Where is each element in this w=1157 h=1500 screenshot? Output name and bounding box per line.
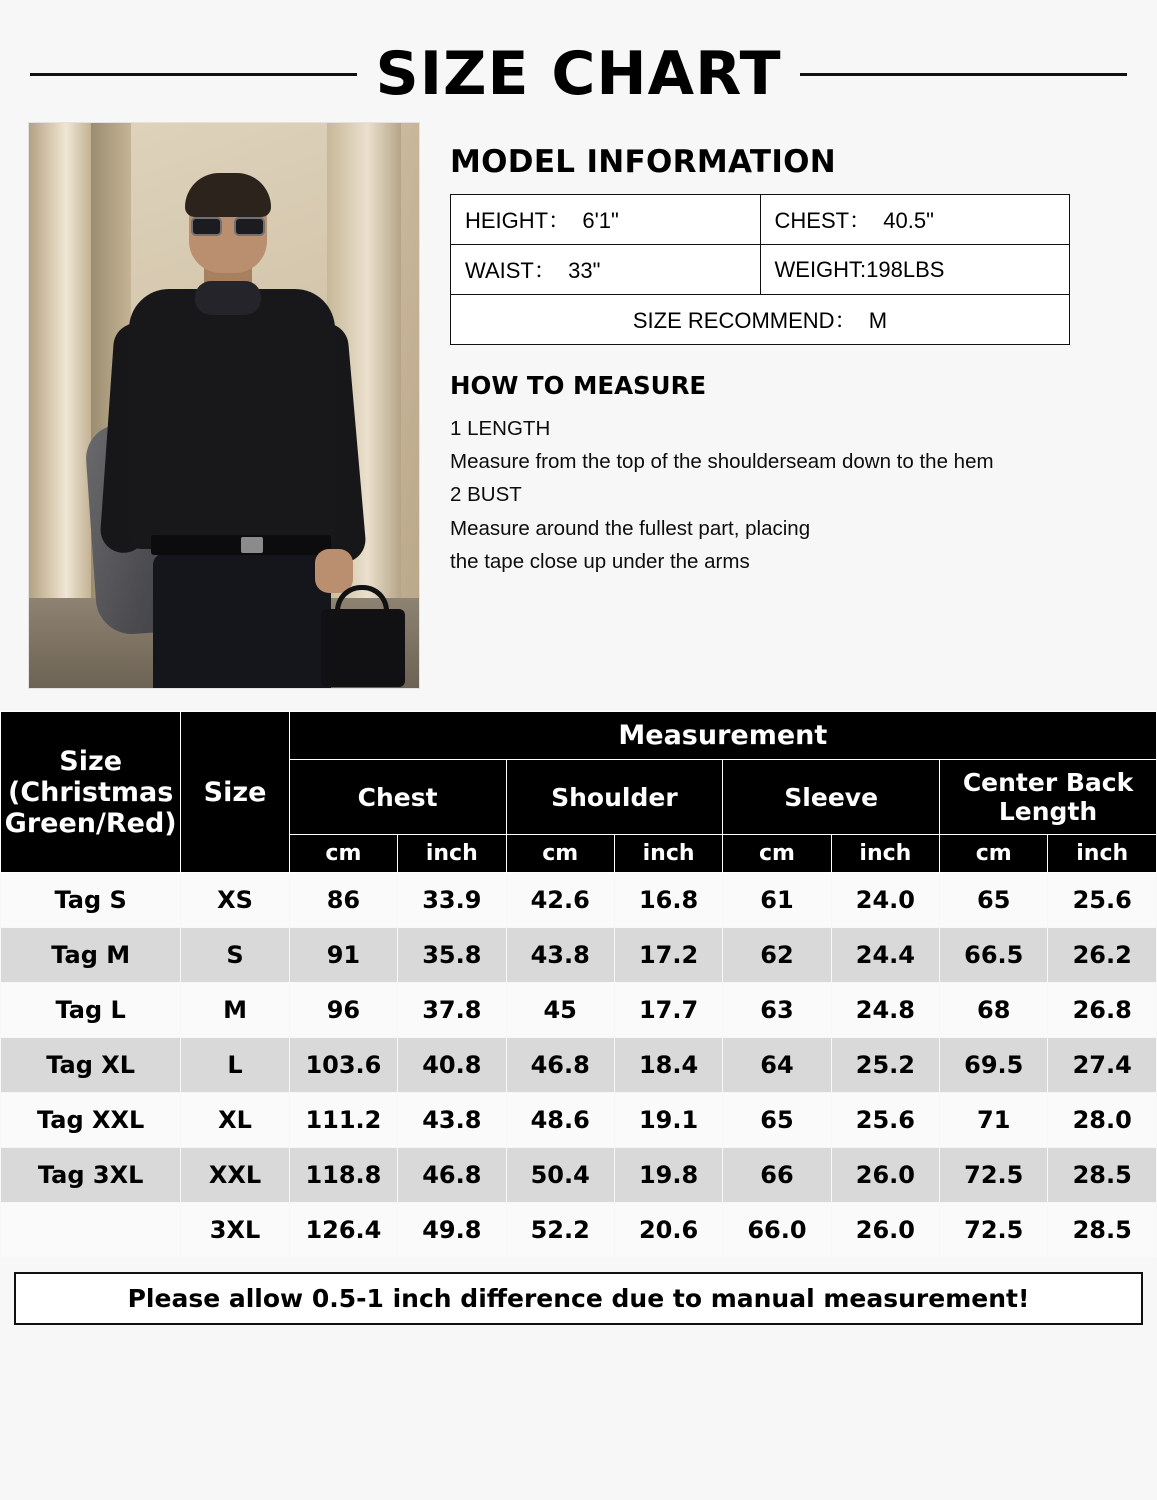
model-waist-label: WAIST： [465,258,556,283]
size-table-wrap [0,689,1157,1325]
model-height-value: 6'1" [582,208,619,233]
measure-step-2-title: 2 BUST [450,483,522,507]
size-recommend-label: SIZE RECOMMEND： [632,308,857,333]
row-5-tag: Tag 3XL [1,1148,181,1203]
header-group-center-back-length: Center Back Length [940,760,1157,835]
model-information-table [450,194,1070,345]
row-0-shoulder-cm: 42.6 [506,873,614,928]
row-6-shoulder-inch: 20.6 [614,1203,722,1258]
header-unit-chest-cm: cm [289,835,397,873]
row-4-shoulder-cm: 48.6 [506,1093,614,1148]
model-photo [28,122,420,689]
row-4-chest-cm: 111.2 [289,1093,397,1148]
table-row [1,1093,1157,1148]
row-3-sleeve-cm: 64 [723,1038,831,1093]
model-waist-value: 33" [568,258,601,283]
row-3-shoulder-cm: 46.8 [506,1038,614,1093]
row-1-cbl-inch: 26.2 [1048,928,1157,983]
header-unit-sleeve-inch: inch [831,835,939,873]
table-row [1,1148,1157,1203]
size-recommend-cell [451,295,1070,345]
row-5-sleeve-inch: 26.0 [831,1148,939,1203]
table-row [1,1203,1157,1258]
row-2-chest-cm: 96 [289,983,397,1038]
row-6-chest-cm: 126.4 [289,1203,397,1258]
row-5-sleeve-cm: 66 [723,1148,831,1203]
model-weight-cell [760,245,1070,295]
turtleneck-collar [195,281,261,315]
row-0-size: XS [181,873,289,928]
row-6-chest-inch: 49.8 [398,1203,506,1258]
row-2-sleeve-cm: 63 [723,983,831,1038]
measure-step-1-text: Measure from the top of the shoulderseam down to the hem [450,450,994,474]
size-recommend-value: M [868,308,888,333]
row-3-sleeve-inch: 25.2 [831,1038,939,1093]
row-4-shoulder-inch: 19.1 [614,1093,722,1148]
row-6-tag [1,1203,181,1258]
row-6-cbl-inch: 28.5 [1048,1203,1157,1258]
row-5-chest-cm: 118.8 [289,1148,397,1203]
header-unit-cbl-inch: inch [1048,835,1157,873]
model-information-heading: MODEL INFORMATION [450,144,837,180]
header-unit-sleeve-cm: cm [723,835,831,873]
header-unit-chest-inch: inch [398,835,506,873]
row-5-cbl-cm: 72.5 [940,1148,1048,1203]
header-measurement-group: Measurement [289,712,1156,760]
row-0-sleeve-cm: 61 [723,873,831,928]
row-2-shoulder-cm: 45 [506,983,614,1038]
row-6-sleeve-inch: 26.0 [831,1203,939,1258]
model-hair [185,173,271,217]
table-row [1,1038,1157,1093]
row-6-size: 3XL [181,1203,289,1258]
model-chest-label: CHEST： [774,208,872,233]
row-6-sleeve-cm: 66.0 [723,1203,831,1258]
row-4-cbl-cm: 71 [940,1093,1048,1148]
upper-section [0,114,1157,689]
row-3-cbl-inch: 27.4 [1048,1038,1157,1093]
row-5-chest-inch: 46.8 [398,1148,506,1203]
title-rule-left [30,73,357,76]
row-1-shoulder-cm: 43.8 [506,928,614,983]
header-group-sleeve: Sleeve [723,760,940,835]
row-3-tag: Tag XL [1,1038,181,1093]
model-chest-cell [760,195,1070,245]
table-row [451,195,1070,245]
size-table [0,711,1157,1258]
row-3-size: L [181,1038,289,1093]
row-4-chest-inch: 43.8 [398,1093,506,1148]
header-size-tag: Size (Christmas Green/Red) [1,712,181,873]
row-6-cbl-cm: 72.5 [940,1203,1048,1258]
page-title: SIZE CHART [375,39,782,109]
measure-step-2-text-line2: the tape close up under the arms [450,549,750,573]
row-3-chest-inch: 40.8 [398,1038,506,1093]
size-table-header-row-1 [1,712,1157,760]
model-waist-cell [451,245,761,295]
model-height-label: HEIGHT： [465,208,571,233]
title-row [0,0,1157,114]
row-0-cbl-cm: 65 [940,873,1048,928]
row-2-cbl-inch: 26.8 [1048,983,1157,1038]
row-4-size: XL [181,1093,289,1148]
row-2-chest-inch: 37.8 [398,983,506,1038]
sunglasses-icon [191,217,265,237]
row-0-tag: Tag S [1,873,181,928]
row-4-tag: Tag XXL [1,1093,181,1148]
model-sweater [129,289,335,549]
model-hand [315,549,353,593]
row-0-chest-cm: 86 [289,873,397,928]
row-1-cbl-cm: 66.5 [940,928,1048,983]
row-2-tag: Tag L [1,983,181,1038]
row-0-cbl-inch: 25.6 [1048,873,1157,928]
row-1-sleeve-inch: 24.4 [831,928,939,983]
row-3-chest-cm: 103.6 [289,1038,397,1093]
table-row [1,928,1157,983]
hand-bag [321,609,405,687]
header-unit-shoulder-inch: inch [614,835,722,873]
row-6-shoulder-cm: 52.2 [506,1203,614,1258]
header-group-shoulder: Shoulder [506,760,723,835]
row-1-tag: Tag M [1,928,181,983]
row-2-shoulder-inch: 17.7 [614,983,722,1038]
row-4-cbl-inch: 28.0 [1048,1093,1157,1148]
table-row [1,983,1157,1038]
model-weight-label: WEIGHT: [774,256,867,282]
row-2-sleeve-inch: 24.8 [831,983,939,1038]
measurement-note: Please allow 0.5-1 inch difference due to manual measurement! [14,1272,1143,1325]
row-0-shoulder-inch: 16.8 [614,873,722,928]
row-3-cbl-cm: 69.5 [940,1038,1048,1093]
row-5-size: XXL [181,1148,289,1203]
row-0-sleeve-inch: 24.0 [831,873,939,928]
belt-buckle [241,537,263,553]
row-2-size: M [181,983,289,1038]
row-1-shoulder-inch: 17.2 [614,928,722,983]
table-row [451,295,1070,345]
row-1-chest-inch: 35.8 [398,928,506,983]
row-0-chest-inch: 33.9 [398,873,506,928]
measure-step-1-title: 1 LENGTH [450,417,551,440]
row-4-sleeve-inch: 25.6 [831,1093,939,1148]
model-chest-value: 40.5" [883,208,934,233]
measure-step-2-text-line1: Measure around the fullest part, placing [450,516,811,540]
header-unit-shoulder-cm: cm [506,835,614,873]
model-trousers [153,553,331,688]
table-row [1,873,1157,928]
row-4-sleeve-cm: 65 [723,1093,831,1148]
row-1-sleeve-cm: 62 [723,928,831,983]
row-2-cbl-cm: 68 [940,983,1048,1038]
row-5-cbl-inch: 28.5 [1048,1148,1157,1203]
how-to-measure-heading: HOW TO MEASURE [450,371,707,400]
row-1-chest-cm: 91 [289,928,397,983]
info-column [420,122,1129,689]
table-row [451,245,1070,295]
model-weight-value: 198LBS [866,256,945,282]
row-5-shoulder-inch: 19.8 [614,1148,722,1203]
model-height-cell [451,195,761,245]
header-group-chest: Chest [289,760,506,835]
row-5-shoulder-cm: 50.4 [506,1148,614,1203]
header-unit-cbl-cm: cm [940,835,1048,873]
title-rule-right [800,73,1127,76]
row-1-size: S [181,928,289,983]
row-3-shoulder-inch: 18.4 [614,1038,722,1093]
header-size: Size [181,712,289,873]
